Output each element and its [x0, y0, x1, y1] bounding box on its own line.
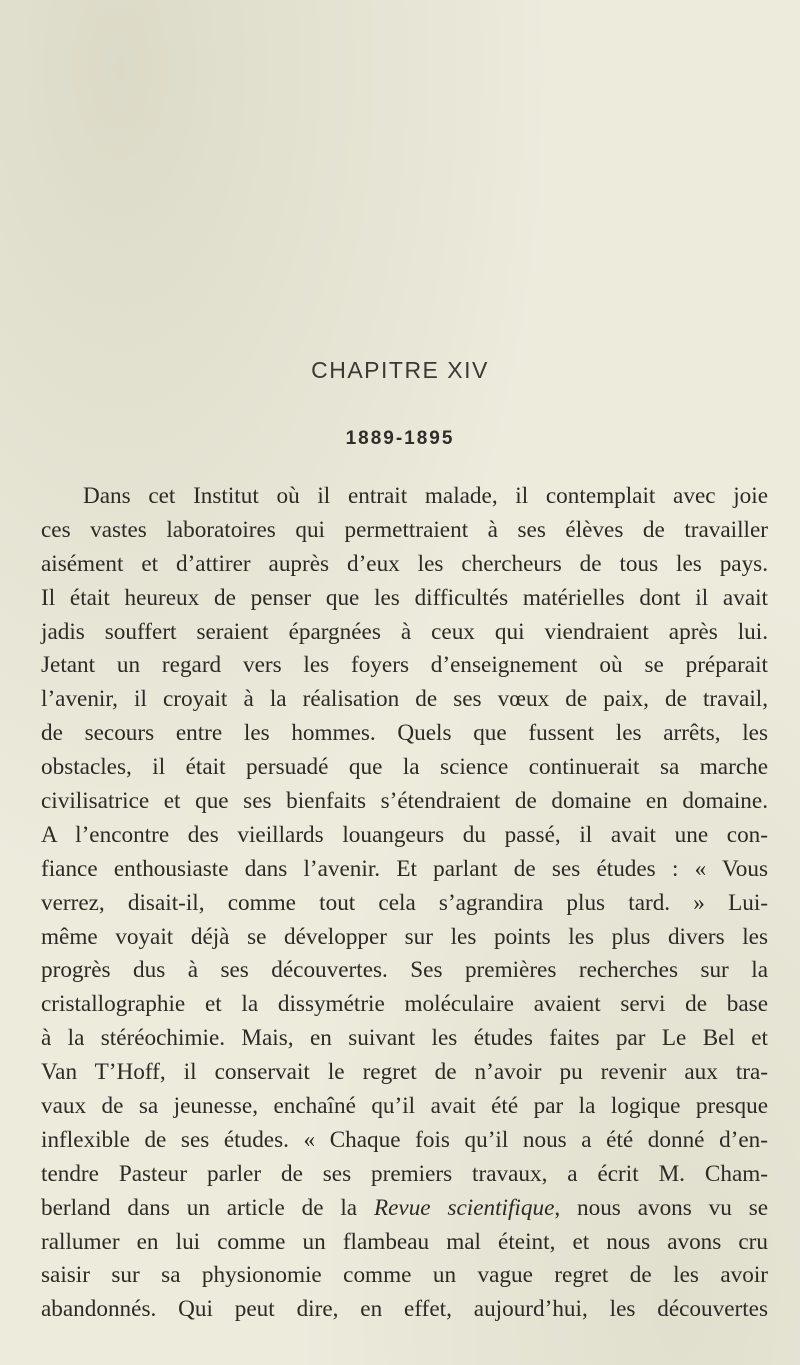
text-line: ces vastes laboratoires qui permettraient à ses élèves de travailler — [41, 516, 768, 543]
text-line: Van T’Hoff, il conservait le regret de n’avoir pu revenir aux tra- — [41, 1059, 768, 1086]
text-line: cristallographie et la dissymétrie moléculaire avaient servi de base — [41, 991, 768, 1018]
text-line: civilisatrice et que ses bienfaits s’étendraient de domaine en domaine. — [41, 788, 768, 815]
chapter-dates: 1889-1895 — [345, 428, 455, 449]
text-line: fiance enthousiaste dans l’avenir. Et parlant de ses études : « Vous — [41, 855, 768, 882]
text-line: rallumer en lui comme un flambeau mal éteint, et nous avons cru — [41, 1228, 768, 1255]
chapter-title: CHAPITRE XIV — [311, 357, 489, 383]
text-line-with-italic — [41, 1192, 768, 1226]
text-line: A l’encontre des vieillards louangeurs du passé, il avait une con- — [41, 821, 768, 848]
text-line: obstacles, il était persuadé que la science continuerait sa marche — [41, 754, 768, 781]
journal-title: Revue scientifique — [373, 1194, 555, 1221]
text-line: Jetant un regard vers les foyers d’enseignement où se préparait — [41, 652, 768, 679]
text-line: aisément et d’attirer auprès d’eux les chercheurs de tous les pays. — [41, 550, 768, 577]
text-line: verrez, disait-il, comme tout cela s’agrandira plus tard. » Lui- — [41, 889, 768, 916]
text-line: même voyait déjà se développer sur les points les plus divers les — [41, 923, 768, 950]
text-line: progrès dus à ses découvertes. Ses premières recherches sur la — [41, 957, 768, 984]
line-suffix: , nous avons vu se — [554, 1194, 769, 1221]
text-line: vaux de sa jeunesse, enchaîné qu’il avait été par la logique presque — [41, 1093, 768, 1120]
text-line: l’avenir, il croyait à la réalisation de ses vœux de paix, de travail, — [41, 686, 768, 713]
text-line: Dans cet Institut où il entrait malade, il contemplait avec joie — [83, 483, 768, 509]
line-prefix: berland dans un article de la — [41, 1194, 358, 1221]
text-line: jadis souffert seraient épargnées à ceux qui viendraient après lui. — [41, 618, 768, 645]
text-line: de secours entre les hommes. Quels que fussent les arrêts, les — [41, 720, 768, 747]
body-paragraph — [41, 480, 768, 1327]
text-line: saisir sur sa physionomie comme un vague regret de les avoir — [41, 1262, 768, 1289]
text-line: Il était heureux de penser que les difficultés matérielles dont il avait — [41, 584, 768, 611]
text-line: à la stéréochimie. Mais, en suivant les études faites par Le Bel et — [41, 1025, 768, 1052]
text-line: abandonnés. Qui peut dire, en effet, aujourd’hui, les découvertes — [41, 1296, 768, 1323]
text-line: inflexible de ses études. « Chaque fois qu’il nous a été donné d’en- — [41, 1126, 768, 1153]
text-line: tendre Pasteur parler de ses premiers travaux, a écrit M. Cham- — [41, 1160, 768, 1187]
